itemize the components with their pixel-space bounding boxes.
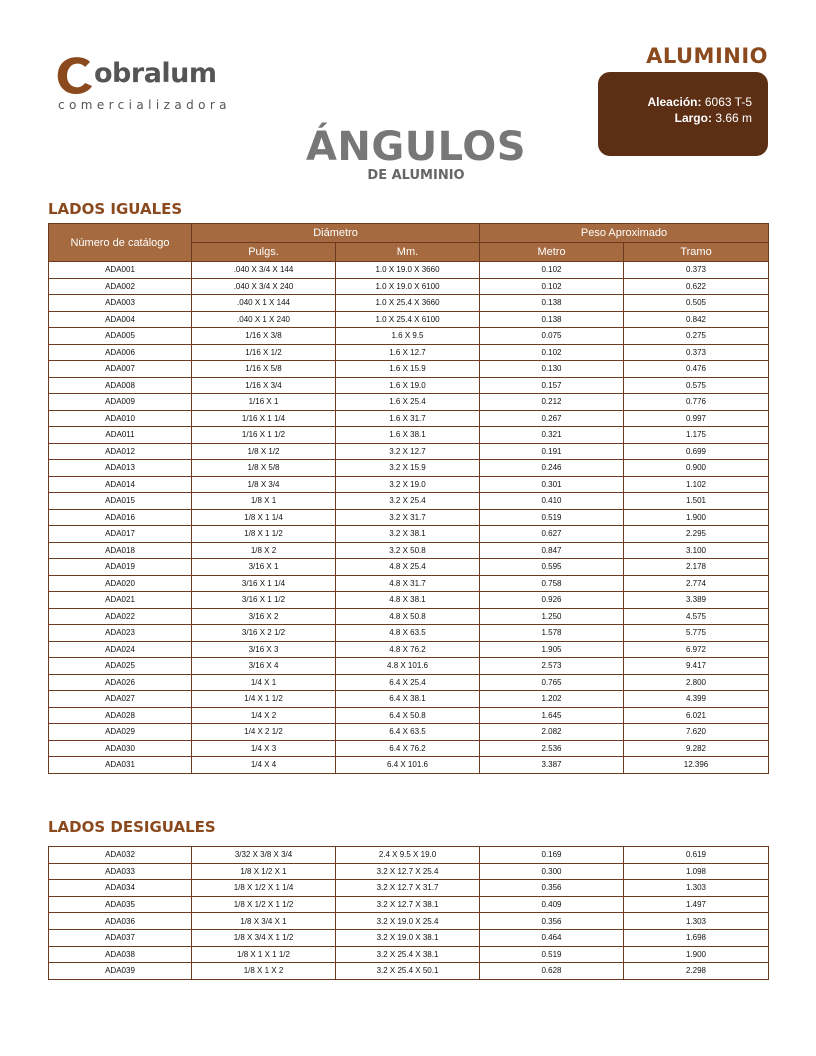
table-row [49, 394, 769, 411]
table-row [49, 658, 769, 675]
table-cell: 3/16 X 2 [192, 608, 336, 625]
table-cell: 1/8 X 2 [192, 542, 336, 559]
table-row [49, 929, 769, 946]
header-catalog: Número de catálogo [49, 224, 192, 262]
table-cell: 1.303 [624, 880, 769, 897]
table-cell: 1.0 X 25.4 X 3660 [336, 295, 480, 312]
table-cell: 0.130 [480, 361, 624, 378]
table-cell: ADA007 [49, 361, 192, 378]
table-cell: 2.4 X 9.5 X 19.0 [336, 847, 480, 864]
table-row [49, 377, 769, 394]
length-label: Largo: [674, 111, 712, 125]
table-cell: 0.519 [480, 946, 624, 963]
table-cell: 7.620 [624, 724, 769, 741]
table-cell: 1/16 X 1 1/2 [192, 427, 336, 444]
table-cell: ADA010 [49, 410, 192, 427]
table-cell: 1/16 X 3/8 [192, 328, 336, 345]
table-cell: ADA038 [49, 946, 192, 963]
alloy-line [598, 94, 752, 110]
table-cell: 2.082 [480, 724, 624, 741]
table-cell: 1/4 X 3 [192, 740, 336, 757]
table-cell: 1/8 X 1 [192, 493, 336, 510]
table-cell: 0.505 [624, 295, 769, 312]
table-cell: ADA001 [49, 262, 192, 279]
table-cell: 0.847 [480, 542, 624, 559]
table-cell: 1.645 [480, 707, 624, 724]
table-cell: 2.298 [624, 963, 769, 980]
table-cell: 0.622 [624, 278, 769, 295]
table-row [49, 542, 769, 559]
table-cell: 0.102 [480, 262, 624, 279]
table-cell: 0.169 [480, 847, 624, 864]
table-row [49, 278, 769, 295]
table-cell: 0.926 [480, 592, 624, 609]
table-cell: 0.409 [480, 896, 624, 913]
table-cell: 1/16 X 1 [192, 394, 336, 411]
table-cell: 1.578 [480, 625, 624, 642]
cobralum-logo-icon [54, 54, 98, 98]
table-cell: 1.6 X 9.5 [336, 328, 480, 345]
table-cell: ADA005 [49, 328, 192, 345]
table-cell: ADA026 [49, 674, 192, 691]
logo-brand-name: obralum [94, 58, 217, 89]
company-logo [54, 52, 231, 118]
table-cell: ADA012 [49, 443, 192, 460]
table-cell: 0.275 [624, 328, 769, 345]
table-row [49, 913, 769, 930]
table-cell: 0.300 [480, 863, 624, 880]
table-cell: 9.417 [624, 658, 769, 675]
page-subtitle: DE ALUMINIO [367, 168, 465, 183]
table-cell: ADA015 [49, 493, 192, 510]
table-cell: 3/16 X 2 1/2 [192, 625, 336, 642]
table-cell: 1/4 X 2 [192, 707, 336, 724]
table-cell: 3.2 X 12.7 X 25.4 [336, 863, 480, 880]
table-row [49, 361, 769, 378]
table-cell: 0.356 [480, 880, 624, 897]
table-cell: 0.138 [480, 295, 624, 312]
table-row [49, 625, 769, 642]
table-cell: 1/8 X 5/8 [192, 460, 336, 477]
table-cell: 6.4 X 101.6 [336, 757, 480, 774]
table-cell: 6.4 X 38.1 [336, 691, 480, 708]
table-cell: 0.628 [480, 963, 624, 980]
table-row [49, 295, 769, 312]
table-cell: 0.267 [480, 410, 624, 427]
table-cell: 1/16 X 1 1/4 [192, 410, 336, 427]
table-cell: 0.519 [480, 509, 624, 526]
table-cell: 0.575 [624, 377, 769, 394]
table-cell: 4.8 X 76.2 [336, 641, 480, 658]
table-cell: 1/8 X 1/2 X 1 [192, 863, 336, 880]
table-cell: 1.6 X 15.9 [336, 361, 480, 378]
table-row [49, 262, 769, 279]
table-cell: 1/8 X 1 X 2 [192, 963, 336, 980]
table-cell: 0.758 [480, 575, 624, 592]
table-cell: 4.8 X 25.4 [336, 559, 480, 576]
table-cell: ADA013 [49, 460, 192, 477]
header-span: Tramo [624, 243, 769, 262]
table-cell: 1/4 X 4 [192, 757, 336, 774]
table-cell: 3.387 [480, 757, 624, 774]
table-cell: 1.250 [480, 608, 624, 625]
table-cell: 1/8 X 1/2 X 1 1/2 [192, 896, 336, 913]
table-cell: ADA009 [49, 394, 192, 411]
table-cell: 4.8 X 101.6 [336, 658, 480, 675]
table-cell: 0.373 [624, 262, 769, 279]
logo-subtitle: comercializadora [58, 98, 231, 112]
table-cell: 6.4 X 63.5 [336, 724, 480, 741]
equal-sides-body [49, 262, 769, 774]
table-cell: 1/16 X 5/8 [192, 361, 336, 378]
table-row [49, 880, 769, 897]
table-cell: 0.627 [480, 526, 624, 543]
table-cell: 6.4 X 50.8 [336, 707, 480, 724]
section-equal-sides: LADOS IGUALES [48, 200, 183, 218]
table-cell: 6.021 [624, 707, 769, 724]
table-cell: 1.102 [624, 476, 769, 493]
table-cell: 4.8 X 38.1 [336, 592, 480, 609]
header-meter: Metro [480, 243, 624, 262]
header-weight: Peso Aproximado [480, 224, 769, 243]
table-cell: 0.246 [480, 460, 624, 477]
table-cell: ADA017 [49, 526, 192, 543]
table-cell: 3.2 X 25.4 X 50.1 [336, 963, 480, 980]
header-inches: Pulgs. [192, 243, 336, 262]
table-cell: 3.2 X 19.0 X 25.4 [336, 913, 480, 930]
table-row [49, 608, 769, 625]
table-cell: 3.2 X 19.0 X 38.1 [336, 929, 480, 946]
table-row [49, 509, 769, 526]
table-cell: 2.536 [480, 740, 624, 757]
table-cell: ADA031 [49, 757, 192, 774]
table-cell: 1.497 [624, 896, 769, 913]
equal-sides-table [48, 223, 769, 774]
table-cell: 1/8 X 1 X 1 1/2 [192, 946, 336, 963]
table-cell: 3.2 X 12.7 X 31.7 [336, 880, 480, 897]
table-cell: 1/8 X 3/4 [192, 476, 336, 493]
table-row [49, 740, 769, 757]
table-row [49, 460, 769, 477]
length-value: 3.66 m [715, 111, 752, 125]
table-cell: ADA020 [49, 575, 192, 592]
table-cell: 6.4 X 25.4 [336, 674, 480, 691]
table-cell: 1.0 X 25.4 X 6100 [336, 311, 480, 328]
table-cell: ADA011 [49, 427, 192, 444]
table-cell: .040 X 3/4 X 240 [192, 278, 336, 295]
table-cell: 9.282 [624, 740, 769, 757]
table-cell: 1/8 X 1 1/4 [192, 509, 336, 526]
table-cell: 0.464 [480, 929, 624, 946]
table-cell: 4.575 [624, 608, 769, 625]
table-cell: 0.075 [480, 328, 624, 345]
table-cell: 0.765 [480, 674, 624, 691]
table-row [49, 963, 769, 980]
table-cell: 3.2 X 31.7 [336, 509, 480, 526]
table-cell: 1/4 X 2 1/2 [192, 724, 336, 741]
table-cell: ADA014 [49, 476, 192, 493]
table-cell: 4.8 X 50.8 [336, 608, 480, 625]
table-cell: ADA036 [49, 913, 192, 930]
table-cell: 1.501 [624, 493, 769, 510]
table-cell: 1/8 X 3/4 X 1 1/2 [192, 929, 336, 946]
table-cell: 0.157 [480, 377, 624, 394]
table-cell: 1.6 X 38.1 [336, 427, 480, 444]
table-cell: 3.100 [624, 542, 769, 559]
table-cell: 1.698 [624, 929, 769, 946]
table-cell: 2.774 [624, 575, 769, 592]
table-cell: 1.6 X 19.0 [336, 377, 480, 394]
table-cell: ADA025 [49, 658, 192, 675]
table-cell: 1.900 [624, 509, 769, 526]
table-row [49, 641, 769, 658]
table-cell: 1/4 X 1 [192, 674, 336, 691]
table-cell: ADA033 [49, 863, 192, 880]
table-cell: 3.2 X 19.0 [336, 476, 480, 493]
table-cell: 1.202 [480, 691, 624, 708]
table-cell: 3.2 X 50.8 [336, 542, 480, 559]
table-row [49, 674, 769, 691]
table-cell: 0.776 [624, 394, 769, 411]
table-cell: 2.573 [480, 658, 624, 675]
table-cell: 12.396 [624, 757, 769, 774]
table-cell: 0.102 [480, 344, 624, 361]
table-cell: 2.178 [624, 559, 769, 576]
table-cell: 0.699 [624, 443, 769, 460]
table-cell: ADA032 [49, 847, 192, 864]
table-cell: 0.842 [624, 311, 769, 328]
table-cell: 1/8 X 1/2 [192, 443, 336, 460]
table-cell: .040 X 3/4 X 144 [192, 262, 336, 279]
unequal-sides-body [49, 847, 769, 980]
table-cell: ADA037 [49, 929, 192, 946]
section-unequal-sides: LADOS DESIGUALES [48, 818, 216, 836]
table-cell: 0.997 [624, 410, 769, 427]
table-cell: 3.2 X 15.9 [336, 460, 480, 477]
table-cell: 4.8 X 63.5 [336, 625, 480, 642]
table-cell: 3/16 X 1 1/2 [192, 592, 336, 609]
table-cell: 1/4 X 1 1/2 [192, 691, 336, 708]
table-row [49, 443, 769, 460]
table-row [49, 311, 769, 328]
table-cell: ADA030 [49, 740, 192, 757]
table-cell: 3/16 X 1 [192, 559, 336, 576]
table-cell: 3/16 X 1 1/4 [192, 575, 336, 592]
table-row [49, 863, 769, 880]
alloy-label: Aleación: [647, 95, 702, 109]
table-cell: 0.321 [480, 427, 624, 444]
table-cell: 3/32 X 3/8 X 3/4 [192, 847, 336, 864]
table-row [49, 344, 769, 361]
table-cell: ADA023 [49, 625, 192, 642]
table-cell: ADA002 [49, 278, 192, 295]
table-cell: 3.2 X 12.7 X 38.1 [336, 896, 480, 913]
table-cell: ADA004 [49, 311, 192, 328]
table-row [49, 757, 769, 774]
table-cell: ADA006 [49, 344, 192, 361]
unequal-sides-table [48, 846, 769, 980]
table-cell: ADA028 [49, 707, 192, 724]
table-cell: 0.373 [624, 344, 769, 361]
table-cell: 1/8 X 1 1/2 [192, 526, 336, 543]
table-cell: ADA003 [49, 295, 192, 312]
table-row [49, 328, 769, 345]
table-cell: 1.0 X 19.0 X 3660 [336, 262, 480, 279]
table-cell: ADA039 [49, 963, 192, 980]
table-cell: 1.175 [624, 427, 769, 444]
table-cell: 1.0 X 19.0 X 6100 [336, 278, 480, 295]
table-cell: 0.476 [624, 361, 769, 378]
table-row [49, 592, 769, 609]
table-row [49, 410, 769, 427]
alloy-value: 6063 T-5 [704, 95, 752, 109]
table-cell: 4.399 [624, 691, 769, 708]
table-cell: 1.098 [624, 863, 769, 880]
table-cell: 5.775 [624, 625, 769, 642]
table-cell: 0.138 [480, 311, 624, 328]
header-mm: Mm. [336, 243, 480, 262]
table-cell: 0.301 [480, 476, 624, 493]
table-row [49, 427, 769, 444]
table-row [49, 724, 769, 741]
table-cell: ADA018 [49, 542, 192, 559]
table-cell: 1.6 X 12.7 [336, 344, 480, 361]
table-cell: 3/16 X 4 [192, 658, 336, 675]
table-cell: 0.356 [480, 913, 624, 930]
table-cell: 1.6 X 25.4 [336, 394, 480, 411]
table-cell: 3.2 X 25.4 X 38.1 [336, 946, 480, 963]
table-cell: ADA019 [49, 559, 192, 576]
table-cell: 0.900 [624, 460, 769, 477]
table-cell: 3.2 X 25.4 [336, 493, 480, 510]
material-label: ALUMINIO [646, 44, 768, 68]
table-cell: 0.619 [624, 847, 769, 864]
table-cell: 1.303 [624, 913, 769, 930]
table-cell: 1.6 X 31.7 [336, 410, 480, 427]
table-cell: 2.800 [624, 674, 769, 691]
table-cell: 0.410 [480, 493, 624, 510]
table-cell: .040 X 1 X 240 [192, 311, 336, 328]
table-cell: 6.972 [624, 641, 769, 658]
table-row [49, 575, 769, 592]
table-cell: 0.595 [480, 559, 624, 576]
table-cell: ADA027 [49, 691, 192, 708]
table-cell: ADA024 [49, 641, 192, 658]
page-title: ÁNGULOS [305, 124, 527, 170]
table-cell: 3.2 X 12.7 [336, 443, 480, 460]
table-cell: ADA034 [49, 880, 192, 897]
table-row [49, 896, 769, 913]
table-row [49, 559, 769, 576]
table-row [49, 493, 769, 510]
table-row [49, 526, 769, 543]
table-cell: ADA022 [49, 608, 192, 625]
table-cell: 6.4 X 76.2 [336, 740, 480, 757]
table-cell: 2.295 [624, 526, 769, 543]
table-cell: 0.191 [480, 443, 624, 460]
table-cell: 3.2 X 38.1 [336, 526, 480, 543]
table-cell: 1/8 X 3/4 X 1 [192, 913, 336, 930]
header-diameter: Diámetro [192, 224, 480, 243]
table-cell: 3.389 [624, 592, 769, 609]
table-row [49, 707, 769, 724]
table-row [49, 691, 769, 708]
table-cell: 1/16 X 3/4 [192, 377, 336, 394]
table-cell: 4.8 X 31.7 [336, 575, 480, 592]
table-row [49, 847, 769, 864]
table-cell: ADA021 [49, 592, 192, 609]
table-cell: ADA029 [49, 724, 192, 741]
table-cell: 1.905 [480, 641, 624, 658]
table-cell: ADA016 [49, 509, 192, 526]
table-cell: .040 X 1 X 144 [192, 295, 336, 312]
table-cell: 0.102 [480, 278, 624, 295]
table-row [49, 476, 769, 493]
table-cell: 1/16 X 1/2 [192, 344, 336, 361]
table-cell: 1/8 X 1/2 X 1 1/4 [192, 880, 336, 897]
table-cell: 0.212 [480, 394, 624, 411]
table-row [49, 946, 769, 963]
table-cell: 3/16 X 3 [192, 641, 336, 658]
table-cell: 1.900 [624, 946, 769, 963]
table-cell: ADA035 [49, 896, 192, 913]
table-cell: ADA008 [49, 377, 192, 394]
